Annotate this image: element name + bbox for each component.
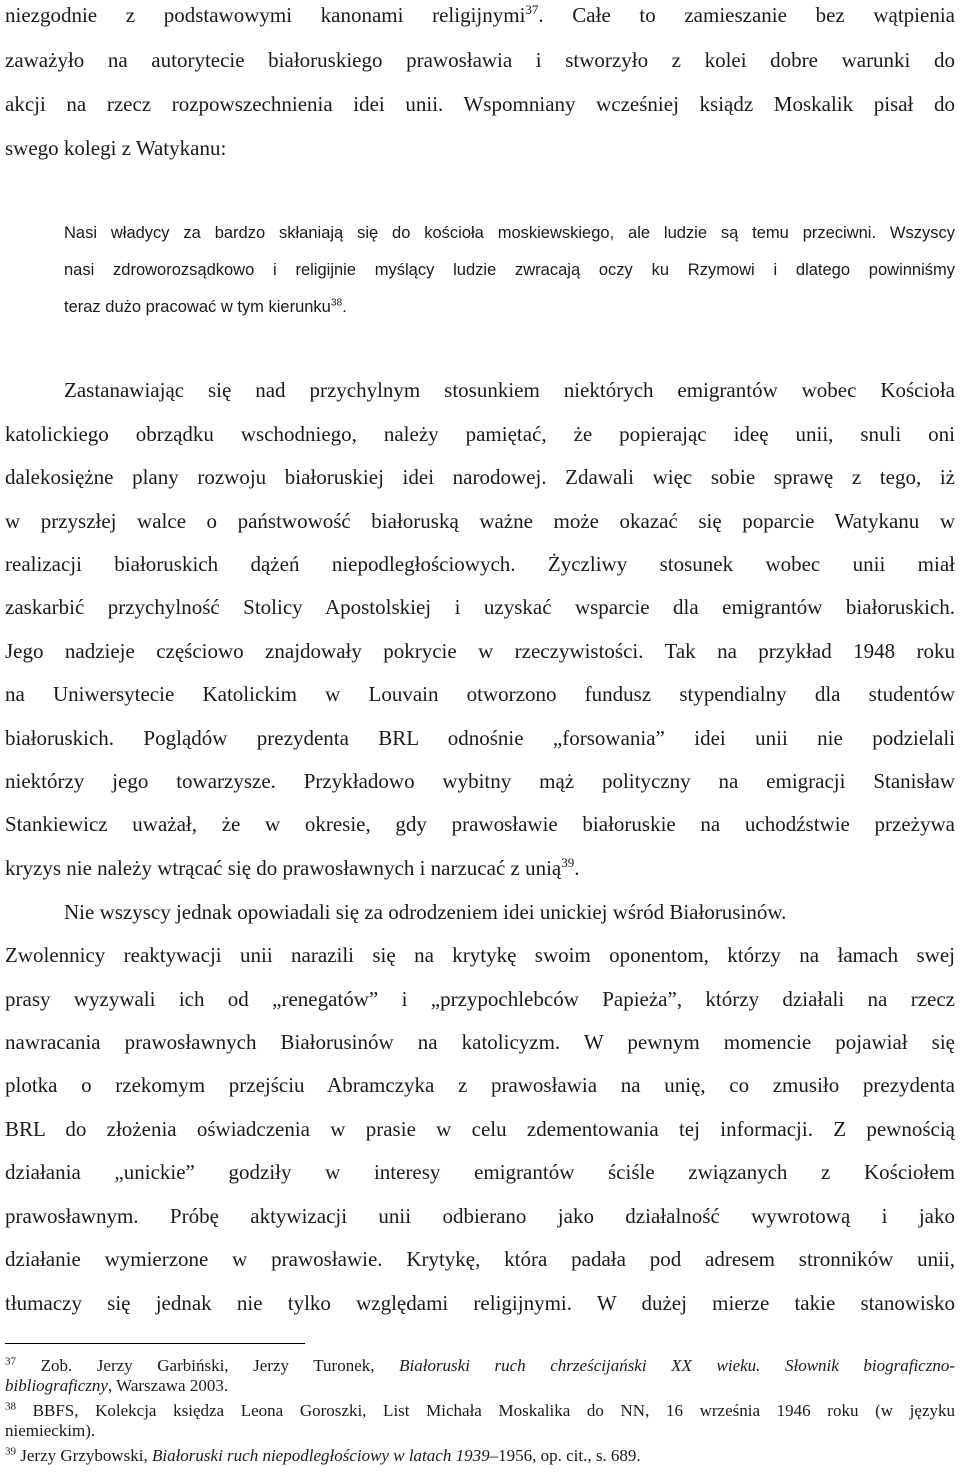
body-line: białoruskich. Poglądów prezydenta BRL odnośnie „forsowania” idei unii nie podzielali <box>5 726 955 750</box>
body-line: Jego nadzieje częściowo znajdowały pokrycie w rzeczywistości. Tak na przykład 1948 roku <box>5 639 955 663</box>
footnote-38-cont: niemieckim). <box>5 1421 96 1440</box>
quote-line: Nasi władycy za bardzo skłaniają się do kościoła moskiewskiego, ale ludzie są temu przeciwni. Wszyscy <box>64 224 955 242</box>
body-line: kryzys nie należy wtrącać się do prawosławnych i narzucać z unią$^{39}$. <box>5 855 580 880</box>
body-line: prawosławnym. Próbę aktywizacji unii odbierano jako działalność wywrotową i jako <box>5 1204 955 1228</box>
body-line: zaważyło na autorytecie białoruskiego prawosławia i stworzyło z kolei dobre warunki do <box>5 48 955 72</box>
body-line: zaskarbić przychylność Stolicy Apostolskiej i uzyskać wsparcie dla emigrantów białoruskich. <box>5 595 955 619</box>
body-line: Zastanawiając się nad przychylnym stosunkiem niektórych emigrantów wobec Kościoła <box>64 378 955 402</box>
footnote-37-cont: bibliograficzny, Warszawa 2003. <box>5 1376 229 1395</box>
footnote-ref[interactable]: 39 <box>561 855 575 870</box>
quote-line: teraz dużo pracować w tym kierunku$^{38}$. <box>64 297 347 316</box>
footnote-37: $^{37}$ Zob. Jerzy Garbiński, Jerzy Turonek, Białoruski ruch chrześcijański XX wieku. Słownik biograficzno- <box>5 1356 955 1375</box>
footnote-ref[interactable]: 37 <box>525 2 539 17</box>
footnote-ref[interactable]: 38 <box>330 297 343 309</box>
body-line: działania „unickie” godziły w interesy emigrantów ściśle związanych z Kościołem <box>5 1160 955 1184</box>
body-line: niezgodnie z podstawowymi kanonami religijnymi$^{37}$. Całe to zamieszanie bez wątpienia <box>5 2 955 27</box>
body-line: Stankiewicz uważał, że w okresie, gdy prawosławie białoruskie na uchodźstwie przeżywa <box>5 812 955 836</box>
body-line: BRL do złożenia oświadczenia w prasie w celu zdementowania tej informacji. Z pewnością <box>5 1117 955 1141</box>
body-line: dalekosiężne plany rozwoju białoruskiej idei narodowej. Zdawali więc sobie sprawę z tego, iż <box>5 465 955 489</box>
body-line: niektórzy jego towarzysze. Przykładowo wybitny mąż polityczny na emigracji Stanisław <box>5 769 955 793</box>
body-line: w przyszłej walce o państwowość białoruską ważne może okazać się poparcie Watykanu w <box>5 509 955 533</box>
footnote-39: $^{39}$ Jerzy Grzybowski, Białoruski ruch niepodległościowy w latach 1939–1956, op. cit., s. 689. <box>5 1446 641 1465</box>
footnote-separator <box>5 1343 305 1344</box>
footnote-38: $^{38}$ BBFS, Kolekcja księdza Leona Goroszki, List Michała Moskalika do NN, 16 września 1946 roku (w języku <box>5 1401 955 1420</box>
body-line: nawracania prawosławnych Białorusinów na katolicyzm. W pewnym momencie pojawiał się <box>5 1030 955 1054</box>
body-line: na Uniwersytecie Katolickim w Louvain otworzono fundusz stypendialny dla studentów <box>5 682 955 706</box>
body-line: realizacji białoruskich dążeń niepodległościowych. Życzliwy stosunek wobec unii miał <box>5 552 955 576</box>
body-line: Nie wszyscy jednak opowiadali się za odrodzeniem idei unickiej wśród Białorusinów. <box>64 900 787 924</box>
body-line: akcji na rzecz rozpowszechnienia idei unii. Wspomniany wcześniej ksiądz Moskalik pisał do <box>5 92 955 116</box>
body-line: katolickiego obrządku wschodniego, należy pamiętać, że popierając ideę unii, snuli oni <box>5 422 955 446</box>
body-line: swego kolegi z Watykanu: <box>5 136 227 160</box>
body-line: tłumaczy się jednak nie tylko względami religijnymi. W dużej mierze takie stanowisko <box>5 1291 955 1315</box>
body-line: Zwolennicy reaktywacji unii narazili się na krytykę swoim oponentom, którzy na łamach swej <box>5 943 955 967</box>
body-line: prasy wyzywali ich od „renegatów” i „przypochlebców Papieża”, którzy działali na rzecz <box>5 987 955 1011</box>
body-line: działanie wymierzone w prawosławie. Krytykę, która padała pod adresem stronników unii, <box>5 1247 955 1271</box>
body-line: plotka o rzekomym przejściu Abramczyka z prawosławia na unię, co zmusiło prezydenta <box>5 1073 955 1097</box>
quote-line: nasi zdroworozsądkowo i religijnie myślący ludzie zwracają oczy ku Rzymowi i dlatego powinniśmy <box>64 261 955 279</box>
